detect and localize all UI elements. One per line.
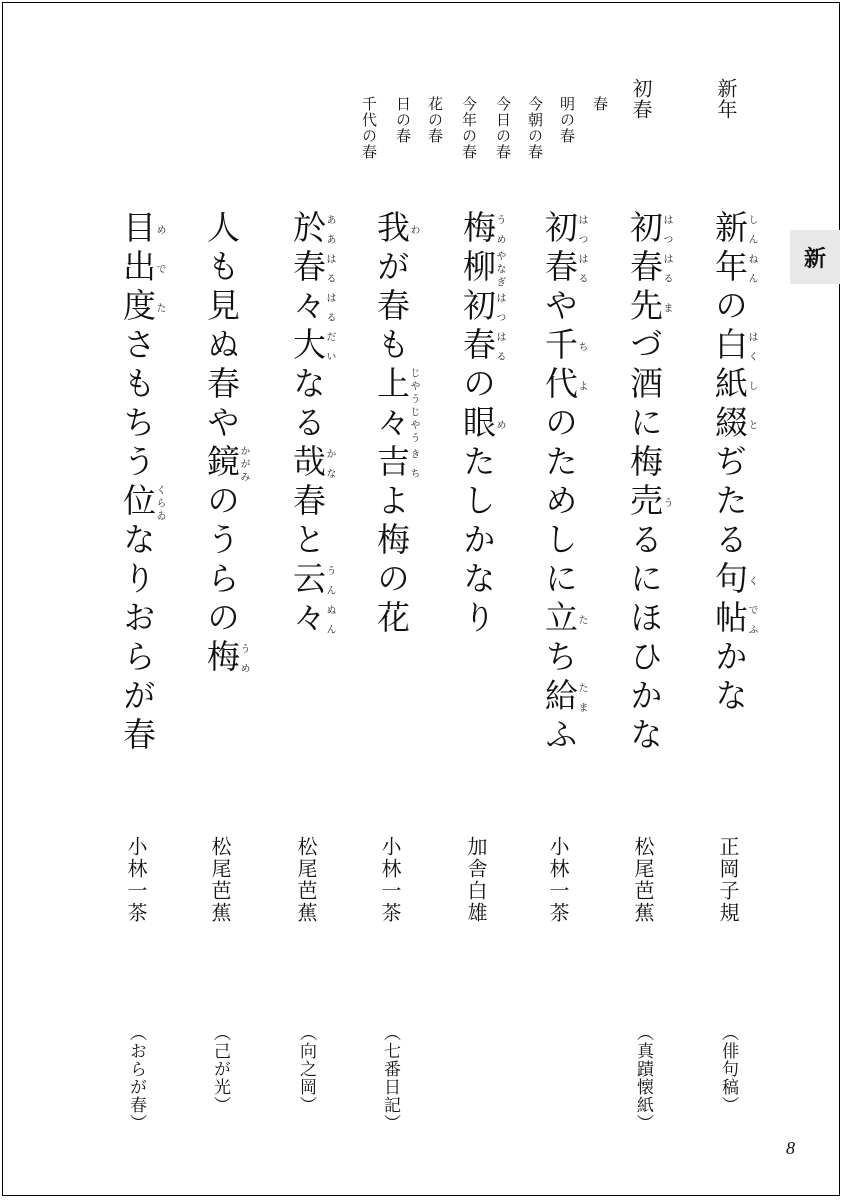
haiku-text: 於ああ春はる々はる大だいなる哉かな春と云うん々ぬん (287, 210, 335, 639)
haiku-author: 正岡子規 (716, 836, 740, 924)
haiku-source: （真蹟懐紙） (633, 1024, 653, 1132)
haiku-source: （己が光） (210, 1024, 230, 1114)
section-title-new-year: 新年 (714, 78, 738, 120)
haiku-text: 我わが春も上じやう々じやう吉きちよ梅の花 (371, 210, 419, 639)
haiku-text: 梅うめ柳やなぎ初はつ春はるの眼めたしかなり (457, 210, 505, 639)
kigo-item: 今日の春 (494, 96, 512, 160)
kigo-item: 明の春 (558, 96, 576, 144)
haiku-source: （俳句稿） (718, 1024, 738, 1114)
haiku-text: 新しん年ねんの白はく紙し綴とぢたる句く帖でふかな (709, 210, 757, 717)
page-number: 8 (786, 1138, 795, 1158)
section-title-hatsuharu: 初春 (629, 78, 653, 120)
haiku-source: （向之岡） (296, 1024, 316, 1114)
haiku-text: 人も見ぬ春や鏡かがみのうらの梅うめ (201, 210, 249, 678)
kigo-item: 日の春 (394, 96, 412, 144)
kigo-item: 今年の春 (460, 96, 478, 160)
section-title-haru: 春 (591, 96, 609, 112)
haiku-source: （おらが春） (126, 1024, 146, 1132)
haiku-author: 小林一茶 (378, 836, 402, 924)
haiku-text: 初はつ春はる先まづ酒に梅売うるにほひかな (624, 210, 672, 756)
haiku-author: 小林一茶 (124, 836, 148, 924)
haiku-text: 初はつ春はるや千ち代よのためしに立たち給たまふ (539, 210, 587, 756)
haiku-text: 目め出で度たさもちう位くらゐなりおらが春 (117, 210, 165, 756)
haiku-author: 松尾芭蕉 (294, 836, 318, 924)
haiku-author: 小林一茶 (546, 836, 570, 924)
section-tab: 新 (790, 230, 840, 284)
haiku-author: 松尾芭蕉 (631, 836, 655, 924)
haiku-author: 松尾芭蕉 (208, 836, 232, 924)
kigo-item: 今朝の春 (526, 96, 544, 160)
kigo-item: 花の春 (426, 96, 444, 144)
haiku-author: 加舎白雄 (464, 836, 488, 924)
haiku-source: （七番日記） (380, 1024, 400, 1132)
kigo-item: 千代の春 (360, 96, 378, 160)
